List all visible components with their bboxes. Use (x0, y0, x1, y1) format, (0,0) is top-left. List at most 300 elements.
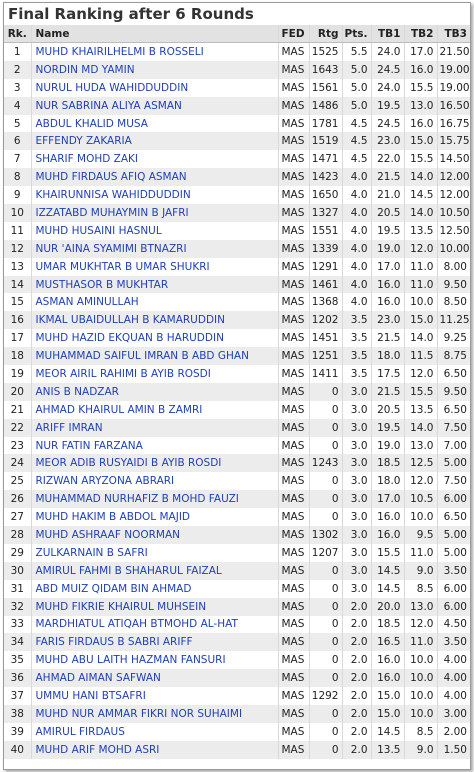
tb3-cell: 19.00 (437, 79, 470, 97)
rating-cell: 1202 (309, 311, 342, 329)
table-row (4, 79, 470, 97)
player-name-link[interactable]: AMIRUL FAHMI B SHAHARUL FAIZAL (31, 562, 278, 580)
player-name-link[interactable]: NUR SABRINA ALIYA ASMAN (31, 97, 278, 115)
rating-cell: 1525 (309, 43, 342, 61)
fed-cell: MAS (278, 276, 309, 294)
points-cell: 2.0 (342, 633, 371, 651)
tb1-cell: 22.0 (371, 150, 404, 168)
column-header-rank[interactable]: Rk. (4, 25, 31, 43)
tb3-cell: 3.50 (437, 562, 470, 580)
rank-cell: 2 (4, 61, 31, 79)
table-row (4, 240, 470, 258)
tb3-cell: 6.50 (437, 508, 470, 526)
rank-cell: 23 (4, 437, 31, 455)
tb2-cell: 17.0 (404, 43, 437, 61)
tb2-cell: 14.0 (404, 329, 437, 347)
points-cell: 3.0 (342, 544, 371, 562)
column-header-points[interactable]: Pts. (342, 25, 371, 43)
rating-cell: 0 (309, 723, 342, 741)
rank-cell: 28 (4, 526, 31, 544)
player-name-link[interactable]: ZULKARNAIN B SAFRI (31, 544, 278, 562)
fed-cell: MAS (278, 61, 309, 79)
tb3-cell: 16.50 (437, 97, 470, 115)
tb1-cell: 24.5 (371, 61, 404, 79)
rank-cell: 40 (4, 741, 31, 759)
points-cell: 3.5 (342, 329, 371, 347)
points-cell: 4.0 (342, 240, 371, 258)
tb1-cell: 23.0 (371, 132, 404, 150)
player-name-link[interactable]: MEOR AIRIL RAHIMI B AYIB ROSDI (31, 365, 278, 383)
fed-cell: MAS (278, 544, 309, 562)
player-name-link[interactable]: MUHAMMAD SAIFUL IMRAN B ABD GHAN (31, 347, 278, 365)
points-cell: 4.0 (342, 276, 371, 294)
table-row (4, 97, 470, 115)
tb2-cell: 10.0 (404, 687, 437, 705)
fed-cell: MAS (278, 687, 309, 705)
player-name-link[interactable]: UMAR MUKHTAR B UMAR SHUKRI (31, 258, 278, 276)
rank-cell: 24 (4, 454, 31, 472)
points-cell: 2.0 (342, 741, 371, 759)
points-cell: 3.5 (342, 311, 371, 329)
fed-cell: MAS (278, 669, 309, 687)
table-row (4, 204, 470, 222)
tb3-cell: 4.00 (437, 651, 470, 669)
rating-cell: 0 (309, 651, 342, 669)
rank-cell: 4 (4, 97, 31, 115)
column-header-rating[interactable]: Rtg (309, 25, 342, 43)
tb3-cell: 8.00 (437, 258, 470, 276)
rank-cell: 36 (4, 669, 31, 687)
points-cell: 4.0 (342, 293, 371, 311)
rating-cell: 0 (309, 580, 342, 598)
points-cell: 3.0 (342, 383, 371, 401)
table-row (4, 383, 470, 401)
player-name-link[interactable]: MUHD HAKIM B ABDOL MAJID (31, 508, 278, 526)
player-name-link[interactable]: MEOR ADIB RUSYAIDI B AYIB ROSDI (31, 454, 278, 472)
tb3-cell: 10.50 (437, 204, 470, 222)
fed-cell: MAS (278, 616, 309, 634)
rank-cell: 26 (4, 490, 31, 508)
rating-cell: 0 (309, 616, 342, 634)
tb2-cell: 12.5 (404, 454, 437, 472)
rank-cell: 30 (4, 562, 31, 580)
player-name-link[interactable]: MUHD HUSAINI HASNUL (31, 222, 278, 240)
player-name-link[interactable]: ARIFF IMRAN (31, 419, 278, 437)
tb1-cell: 21.5 (371, 383, 404, 401)
fed-cell: MAS (278, 437, 309, 455)
fed-cell: MAS (278, 472, 309, 490)
fed-cell: MAS (278, 293, 309, 311)
player-name-link[interactable]: AMIRUL FIRDAUS (31, 723, 278, 741)
tb2-cell: 12.0 (404, 472, 437, 490)
column-header-name[interactable]: Name (31, 25, 278, 43)
rating-cell: 1519 (309, 132, 342, 150)
tb3-cell: 3.50 (437, 633, 470, 651)
fed-cell: MAS (278, 598, 309, 616)
rank-cell: 39 (4, 723, 31, 741)
points-cell: 2.0 (342, 616, 371, 634)
points-cell: 5.0 (342, 97, 371, 115)
rank-cell: 10 (4, 204, 31, 222)
table-row (4, 544, 470, 562)
tb3-cell: 6.50 (437, 365, 470, 383)
tb1-cell: 16.0 (371, 293, 404, 311)
fed-cell: MAS (278, 222, 309, 240)
tb1-cell: 18.5 (371, 454, 404, 472)
rank-cell: 6 (4, 132, 31, 150)
tb1-cell: 16.0 (371, 526, 404, 544)
tb2-cell: 16.0 (404, 61, 437, 79)
rating-cell: 1551 (309, 222, 342, 240)
player-name-link[interactable]: ANIS B NADZAR (31, 383, 278, 401)
tb1-cell: 14.5 (371, 562, 404, 580)
tb3-cell: 9.50 (437, 276, 470, 294)
tb1-cell: 24.0 (371, 79, 404, 97)
player-name-link[interactable]: MUHD ABU LAITH HAZMAN FANSURI (31, 651, 278, 669)
tb2-cell: 16.0 (404, 115, 437, 133)
tb3-cell: 4.00 (437, 687, 470, 705)
points-cell: 3.5 (342, 347, 371, 365)
tb2-cell: 10.0 (404, 293, 437, 311)
rank-cell: 20 (4, 383, 31, 401)
player-name-link[interactable]: NUR FATIN FARZANA (31, 437, 278, 455)
player-name-link[interactable]: MUHD ARIF MOHD ASRI (31, 741, 278, 759)
tb3-cell: 6.50 (437, 401, 470, 419)
tb2-cell: 11.0 (404, 258, 437, 276)
table-row (4, 365, 470, 383)
rank-cell: 25 (4, 472, 31, 490)
tb3-cell: 7.50 (437, 419, 470, 437)
tb2-cell: 13.0 (404, 598, 437, 616)
points-cell: 2.0 (342, 705, 371, 723)
tb2-cell: 10.0 (404, 669, 437, 687)
rating-cell: 1411 (309, 365, 342, 383)
tb1-cell: 24.5 (371, 115, 404, 133)
rank-cell: 7 (4, 150, 31, 168)
rating-cell: 0 (309, 401, 342, 419)
rank-cell: 3 (4, 79, 31, 97)
player-name-link[interactable]: ABDUL KHALID MUSA (31, 115, 278, 133)
tb3-cell: 12.00 (437, 168, 470, 186)
rating-cell: 0 (309, 437, 342, 455)
tb3-cell: 3.00 (437, 705, 470, 723)
rank-cell: 13 (4, 258, 31, 276)
table-row (4, 490, 470, 508)
tb2-cell: 11.0 (404, 276, 437, 294)
tb3-cell: 4.50 (437, 616, 470, 634)
points-cell: 4.0 (342, 204, 371, 222)
tb3-cell: 10.00 (437, 240, 470, 258)
tb2-cell: 10.0 (404, 651, 437, 669)
player-name-link[interactable]: UMMU HANI BTSAFRI (31, 687, 278, 705)
header-row (4, 25, 470, 43)
table-row (4, 419, 470, 437)
tb2-cell: 12.0 (404, 616, 437, 634)
rank-cell: 16 (4, 311, 31, 329)
tb1-cell: 14.5 (371, 580, 404, 598)
rank-cell: 29 (4, 544, 31, 562)
table-row (4, 687, 470, 705)
player-name-link[interactable]: MUHD ASHRAAF NOORMAN (31, 526, 278, 544)
rank-cell: 9 (4, 186, 31, 204)
tb1-cell: 13.5 (371, 741, 404, 759)
tb1-cell: 14.5 (371, 723, 404, 741)
fed-cell: MAS (278, 79, 309, 97)
rank-cell: 8 (4, 168, 31, 186)
table-row (4, 222, 470, 240)
table-row (4, 741, 470, 759)
tb1-cell: 17.0 (371, 490, 404, 508)
tb3-cell: 6.00 (437, 490, 470, 508)
tb1-cell: 19.0 (371, 240, 404, 258)
fed-cell: MAS (278, 580, 309, 598)
player-name-link[interactable]: NORDIN MD YAMIN (31, 61, 278, 79)
tb1-cell: 17.0 (371, 258, 404, 276)
player-name-link[interactable]: MUHD FIRDAUS AFIQ ASMAN (31, 168, 278, 186)
table-row (4, 598, 470, 616)
player-name-link[interactable]: MARDHIATUL ATIQAH BTMOHD AL-HAT (31, 616, 278, 634)
tb1-cell: 16.5 (371, 633, 404, 651)
fed-cell: MAS (278, 150, 309, 168)
table-row (4, 168, 470, 186)
tb2-cell: 12.0 (404, 365, 437, 383)
tb1-cell: 18.0 (371, 347, 404, 365)
table-row (4, 311, 470, 329)
tb3-cell: 8.75 (437, 347, 470, 365)
table-row (4, 562, 470, 580)
player-name-link[interactable]: MUHD FIKRIE KHAIRUL MUHSEIN (31, 598, 278, 616)
tb1-cell: 21.5 (371, 329, 404, 347)
points-cell: 3.0 (342, 454, 371, 472)
rank-cell: 15 (4, 293, 31, 311)
tb3-cell: 1.50 (437, 741, 470, 759)
fed-cell: MAS (278, 526, 309, 544)
player-name-link[interactable]: EFFENDY ZAKARIA (31, 132, 278, 150)
rating-cell: 0 (309, 419, 342, 437)
fed-cell: MAS (278, 115, 309, 133)
player-name-link[interactable]: ABD MUIZ QIDAM BIN AHMAD (31, 580, 278, 598)
table-row (4, 437, 470, 455)
rank-cell: 19 (4, 365, 31, 383)
player-name-link[interactable]: MUSTHASOR B MUKHTAR (31, 276, 278, 294)
column-header-tb3[interactable]: TB3 (437, 25, 470, 43)
tb1-cell: 19.5 (371, 419, 404, 437)
fed-cell: MAS (278, 365, 309, 383)
tb3-cell: 16.75 (437, 115, 470, 133)
player-name-link[interactable]: MUHD KHAIRILHELMI B ROSSELI (31, 43, 278, 61)
rank-cell: 21 (4, 401, 31, 419)
tb1-cell: 16.0 (371, 669, 404, 687)
points-cell: 4.5 (342, 115, 371, 133)
table-row (4, 115, 470, 133)
tb2-cell: 14.0 (404, 204, 437, 222)
tb2-cell: 9.0 (404, 741, 437, 759)
rating-cell: 0 (309, 472, 342, 490)
rating-cell: 1339 (309, 240, 342, 258)
tb2-cell: 13.0 (404, 437, 437, 455)
table-row (4, 669, 470, 687)
rating-cell: 1423 (309, 168, 342, 186)
rank-cell: 34 (4, 633, 31, 651)
tb1-cell: 19.5 (371, 222, 404, 240)
player-name-link[interactable]: MUHD NUR AMMAR FIKRI NOR SUHAIMI (31, 705, 278, 723)
tb1-cell: 24.0 (371, 43, 404, 61)
rating-cell: 1292 (309, 687, 342, 705)
tb2-cell: 12.0 (404, 240, 437, 258)
fed-cell: MAS (278, 705, 309, 723)
points-cell: 3.0 (342, 508, 371, 526)
tb3-cell: 8.50 (437, 293, 470, 311)
tb1-cell: 20.5 (371, 401, 404, 419)
tb2-cell: 15.0 (404, 132, 437, 150)
tb1-cell: 15.5 (371, 544, 404, 562)
player-name-link[interactable]: RIZWAN ARYZONA ABRARI (31, 472, 278, 490)
table-row (4, 43, 470, 61)
tb3-cell: 7.00 (437, 437, 470, 455)
fed-cell: MAS (278, 741, 309, 759)
tb2-cell: 15.5 (404, 150, 437, 168)
points-cell: 4.0 (342, 258, 371, 276)
rating-cell: 0 (309, 633, 342, 651)
rating-cell: 1291 (309, 258, 342, 276)
player-name-link[interactable]: SHARIF MOHD ZAKI (31, 150, 278, 168)
player-name-link[interactable]: ASMAN AMINULLAH (31, 293, 278, 311)
player-name-link[interactable]: MUHAMMAD NURHAFIZ B MOHD FAUZI (31, 490, 278, 508)
rank-cell: 27 (4, 508, 31, 526)
rating-cell: 1561 (309, 79, 342, 97)
rating-cell: 1302 (309, 526, 342, 544)
points-cell: 2.0 (342, 598, 371, 616)
tb3-cell: 5.00 (437, 454, 470, 472)
tb1-cell: 19.5 (371, 97, 404, 115)
player-name-link[interactable]: NUR 'AINA SYAMIMI BTNAZRI (31, 240, 278, 258)
tb3-cell: 19.00 (437, 61, 470, 79)
points-cell: 5.0 (342, 61, 371, 79)
tb2-cell: 14.5 (404, 186, 437, 204)
player-name-link[interactable]: FARIS FIRDAUS B SABRI ARIFF (31, 633, 278, 651)
fed-cell: MAS (278, 204, 309, 222)
player-name-link[interactable]: MUHD HAZID EKQUAN B HARUDDIN (31, 329, 278, 347)
player-name-link[interactable]: AHMAD KHAIRUL AMIN B ZAMRI (31, 401, 278, 419)
rating-cell: 0 (309, 741, 342, 759)
tb3-cell: 2.00 (437, 723, 470, 741)
column-header-fed[interactable]: FED (278, 25, 309, 43)
points-cell: 3.0 (342, 472, 371, 490)
player-name-link[interactable]: IKMAL UBAIDULLAH B KAMARUDDIN (31, 311, 278, 329)
tb1-cell: 16.0 (371, 508, 404, 526)
points-cell: 3.0 (342, 419, 371, 437)
points-cell: 5.5 (342, 43, 371, 61)
rank-cell: 32 (4, 598, 31, 616)
rating-cell: 0 (309, 383, 342, 401)
fed-cell: MAS (278, 419, 309, 437)
tb2-cell: 10.5 (404, 490, 437, 508)
player-name-link[interactable]: NURUL HUDA WAHIDDUDDIN (31, 79, 278, 97)
fed-cell: MAS (278, 508, 309, 526)
tb3-cell: 6.00 (437, 580, 470, 598)
fed-cell: MAS (278, 186, 309, 204)
tb1-cell: 21.0 (371, 186, 404, 204)
fed-cell: MAS (278, 43, 309, 61)
tb2-cell: 15.5 (404, 79, 437, 97)
table-row (4, 347, 470, 365)
page-title: Final Ranking after 6 Rounds (4, 3, 470, 25)
points-cell: 2.0 (342, 687, 371, 705)
tb2-cell: 11.0 (404, 633, 437, 651)
tb3-cell: 5.00 (437, 544, 470, 562)
fed-cell: MAS (278, 383, 309, 401)
column-header-tb1[interactable]: TB1 (371, 25, 404, 43)
fed-cell: MAS (278, 97, 309, 115)
tb2-cell: 11.5 (404, 347, 437, 365)
player-name-link[interactable]: AHMAD AIMAN SAFWAN (31, 669, 278, 687)
table-row (4, 61, 470, 79)
tb3-cell: 14.50 (437, 150, 470, 168)
tb3-cell: 21.50 (437, 43, 470, 61)
table-row (4, 329, 470, 347)
rating-cell: 1251 (309, 347, 342, 365)
tb2-cell: 13.5 (404, 222, 437, 240)
fed-cell: MAS (278, 401, 309, 419)
rating-cell: 1243 (309, 454, 342, 472)
fed-cell: MAS (278, 258, 309, 276)
rank-cell: 38 (4, 705, 31, 723)
points-cell: 3.5 (342, 365, 371, 383)
tb3-cell: 5.00 (437, 526, 470, 544)
tb1-cell: 23.0 (371, 311, 404, 329)
fed-cell: MAS (278, 562, 309, 580)
points-cell: 2.0 (342, 651, 371, 669)
tb2-cell: 14.0 (404, 419, 437, 437)
points-cell: 3.0 (342, 490, 371, 508)
rank-cell: 18 (4, 347, 31, 365)
player-name-link[interactable]: KHAIRUNNISA WAHIDDUDDIN (31, 186, 278, 204)
rating-cell: 1643 (309, 61, 342, 79)
tb2-cell: 8.5 (404, 723, 437, 741)
tb3-cell: 9.25 (437, 329, 470, 347)
rating-cell: 0 (309, 705, 342, 723)
tb2-cell: 13.0 (404, 97, 437, 115)
ranking-panel (3, 2, 471, 770)
tb1-cell: 18.0 (371, 472, 404, 490)
rating-cell: 1650 (309, 186, 342, 204)
rating-cell: 1461 (309, 276, 342, 294)
column-header-tb2[interactable]: TB2 (404, 25, 437, 43)
tb2-cell: 14.0 (404, 168, 437, 186)
rank-cell: 12 (4, 240, 31, 258)
points-cell: 4.0 (342, 186, 371, 204)
tb3-cell: 12.00 (437, 186, 470, 204)
fed-cell: MAS (278, 311, 309, 329)
table-row (4, 651, 470, 669)
tb3-cell: 6.00 (437, 598, 470, 616)
points-cell: 4.5 (342, 132, 371, 150)
table-row (4, 454, 470, 472)
table-row (4, 401, 470, 419)
fed-cell: MAS (278, 240, 309, 258)
tb3-cell: 7.50 (437, 472, 470, 490)
table-row (4, 705, 470, 723)
rank-cell: 35 (4, 651, 31, 669)
fed-cell: MAS (278, 723, 309, 741)
rating-cell: 1207 (309, 544, 342, 562)
points-cell: 2.0 (342, 669, 371, 687)
table-row (4, 258, 470, 276)
points-cell: 3.0 (342, 437, 371, 455)
tb1-cell: 16.0 (371, 276, 404, 294)
player-name-link[interactable]: IZZATABD MUHAYMIN B JAFRI (31, 204, 278, 222)
tb2-cell: 10.0 (404, 508, 437, 526)
